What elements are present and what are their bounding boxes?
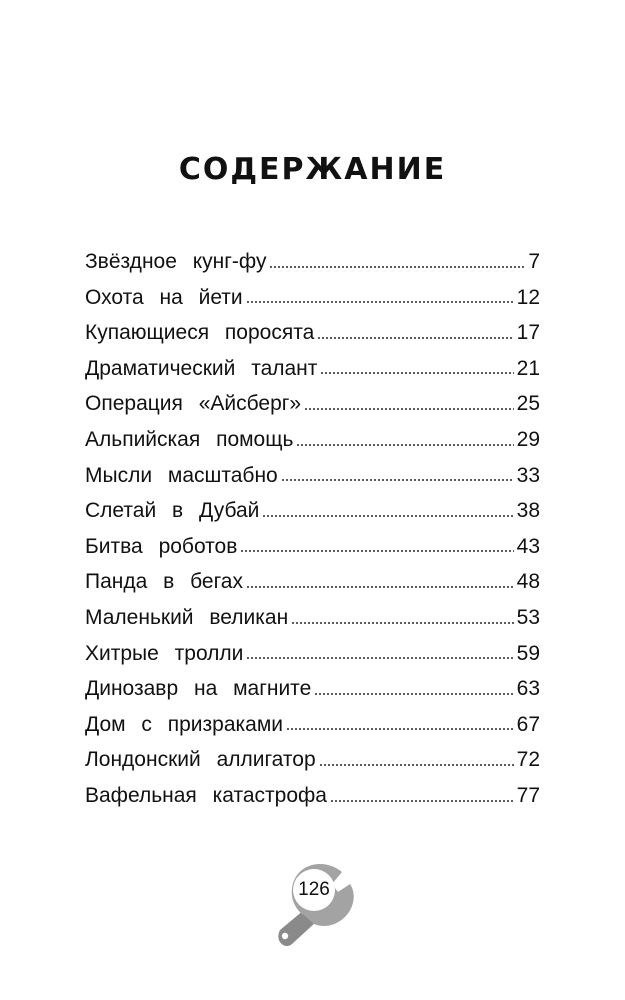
toc-entry bbox=[85, 244, 540, 280]
dot-leader bbox=[320, 372, 513, 374]
toc-entry-page: 29 bbox=[516, 427, 540, 451]
page-title: СОДЕРЖАНИЕ bbox=[178, 152, 447, 187]
toc-entry bbox=[85, 422, 540, 458]
toc-entry-page: 17 bbox=[516, 321, 540, 345]
dot-leader bbox=[246, 586, 514, 588]
dot-leader bbox=[246, 657, 513, 659]
toc-entry bbox=[85, 742, 540, 778]
toc-entry bbox=[85, 707, 540, 743]
table-of-contents bbox=[85, 244, 540, 814]
toc-entry bbox=[85, 458, 540, 494]
toc-entry bbox=[85, 351, 540, 387]
toc-entry bbox=[85, 671, 540, 707]
wrench-hole bbox=[282, 933, 288, 939]
toc-entry-title: Вафельная катастрофа bbox=[85, 783, 327, 807]
dot-leader bbox=[296, 444, 513, 446]
toc-entry-title: Хитрые тролли bbox=[85, 641, 244, 665]
dot-leader bbox=[240, 550, 513, 552]
dot-leader bbox=[281, 479, 514, 481]
toc-entry bbox=[85, 564, 540, 600]
toc-entry-title: Операция «Айсберг» bbox=[85, 392, 302, 416]
toc-entry bbox=[85, 636, 540, 672]
toc-entry-title: Драматический талант bbox=[85, 356, 318, 380]
toc-entry-title: Охота на йети bbox=[85, 285, 243, 309]
toc-entry-title: Битва роботов bbox=[85, 534, 238, 558]
dot-leader bbox=[291, 622, 513, 624]
toc-entry-title: Динозавр на магните bbox=[85, 677, 312, 701]
toc-entry-page: 38 bbox=[516, 499, 540, 523]
toc-entry bbox=[85, 778, 540, 814]
toc-entry bbox=[85, 600, 540, 636]
toc-entry bbox=[85, 315, 540, 351]
toc-entry-title: Купающиеся поросята bbox=[85, 321, 315, 345]
toc-entry-page: 72 bbox=[516, 748, 540, 772]
toc-entry-page: 25 bbox=[516, 392, 540, 416]
toc-entry-page: 33 bbox=[516, 463, 540, 487]
page-number: 126 bbox=[298, 879, 330, 900]
dot-leader bbox=[319, 764, 514, 766]
toc-entry-title: Лондонский аллигатор bbox=[85, 748, 316, 772]
toc-entry-page: 43 bbox=[516, 534, 540, 558]
dot-leader bbox=[286, 728, 514, 730]
toc-entry-title: Дом с призраками bbox=[85, 712, 284, 736]
toc-entry-title: Альпийская помощь bbox=[85, 427, 294, 451]
toc-entry-title: Мысли масштабно bbox=[85, 463, 278, 487]
toc-entry bbox=[85, 529, 540, 565]
toc-entry-page: 63 bbox=[516, 677, 540, 701]
toc-entry-title: Звёздное кунг-фу bbox=[85, 250, 267, 273]
dot-leader bbox=[317, 337, 513, 339]
wrench-icon bbox=[258, 858, 368, 958]
toc-entry-page: 59 bbox=[516, 641, 540, 665]
dot-leader bbox=[269, 266, 525, 268]
toc-entry-page: 7 bbox=[528, 250, 540, 273]
dot-leader bbox=[304, 408, 514, 410]
dot-leader bbox=[262, 515, 513, 517]
dot-leader bbox=[314, 693, 513, 695]
toc-entry-page: 77 bbox=[516, 783, 540, 807]
toc-entry-page: 12 bbox=[516, 285, 540, 309]
toc-entry bbox=[85, 280, 540, 316]
toc-entry-page: 67 bbox=[516, 712, 540, 736]
toc-entry-page: 53 bbox=[516, 605, 540, 629]
toc-entry-title: Панда в бегах bbox=[85, 570, 243, 594]
toc-entry bbox=[85, 493, 540, 529]
toc-entry-title: Слетай в Дубай bbox=[85, 499, 260, 523]
dot-leader bbox=[246, 301, 514, 303]
toc-entry-title: Маленький великан bbox=[85, 605, 289, 629]
toc-entry bbox=[85, 386, 540, 422]
toc-entry-page: 21 bbox=[516, 356, 540, 380]
dot-leader bbox=[330, 800, 514, 802]
toc-entry-page: 48 bbox=[516, 570, 540, 594]
